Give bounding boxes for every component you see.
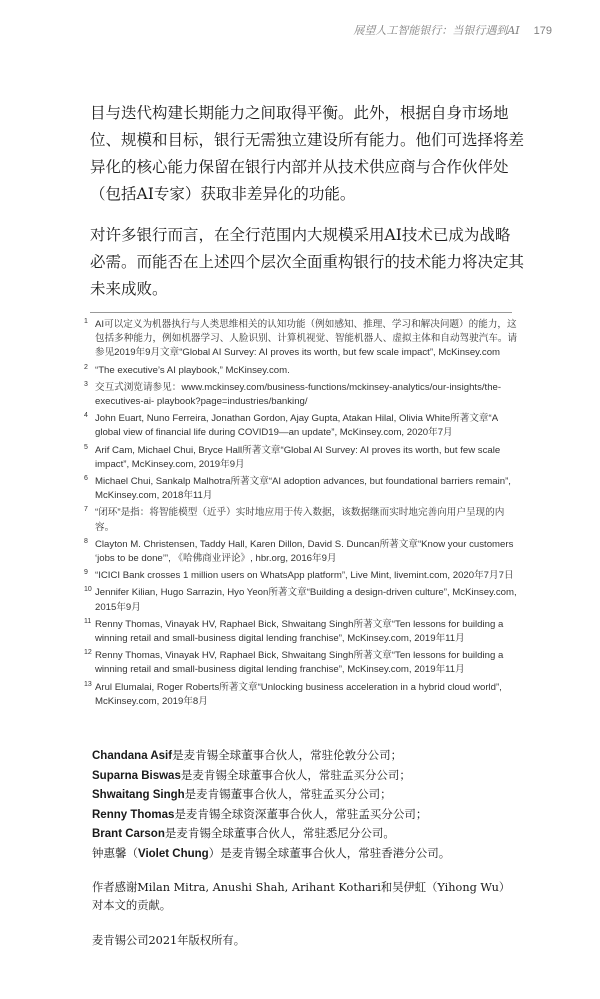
footnote [84, 475, 520, 503]
author-name: Shwaitang Singh [92, 789, 185, 801]
author-desc: 是麦肯锡董事合伙人，常驻孟买分公司； [184, 787, 392, 801]
footnote-number: 10 [84, 586, 92, 594]
footnote [84, 680, 520, 709]
footnote-number: 9 [84, 569, 88, 577]
footnote-text: Clayton M. Christensen, Taddy Hall, Karen Dillon, David S. Duncan所著文章“Know your customers ‘jobs to be done’”, 《哈佛商业评论》, hbr.org, 2016年9月 [95, 538, 514, 565]
author-entry [92, 805, 522, 825]
footnote-text: Arul Elumalai, Roger Roberts所著文章“Unlocking business acceleration in a hybrid cloud world”, McKinsey.com, 2019年8月 [95, 681, 502, 707]
footnote [84, 617, 520, 646]
footnote-number: 4 [84, 412, 88, 420]
body-text [90, 100, 524, 317]
footnote-divider [90, 312, 512, 313]
footnote-number: 13 [84, 680, 92, 688]
author-desc: 是麦肯锡全球董事合伙人，常驻伦敦分公司； [172, 748, 403, 762]
footnote [84, 443, 520, 472]
footnote-text: 交互式浏览请参见：www.mckinsey.com/business-functions/mckinsey-analytics/our-insights/the-executives-ai- playbook?page=industries/banking/ [95, 381, 502, 408]
footnotes [84, 318, 520, 712]
author-desc: 是麦肯锡全球董事合伙人，常驻悉尼分公司。 [164, 826, 395, 840]
footnote [84, 380, 520, 409]
body-paragraph: 对许多银行而言，在全行范围内大规模采用AI技术已成为战略必需。而能否在上述四个层次全面重构银行的技术能力将决定其未来成败。 [90, 226, 525, 298]
footnote [84, 412, 520, 440]
body-paragraph: 目与迭代构建长期能力之间取得平衡。此外，根据自身市场地位、规模和目标，银行无需独立建设所有能力。他们可选择将差异化的核心能力保留在银行内部并从技术供应商与合作伙伴处（包括AI专家）获取非差异化的功能。 [90, 104, 525, 203]
footnote-number: 3 [84, 380, 88, 388]
footnote-text: Michael Chui, Sankalp Malhotra所著文章“AI adoption advances, but foundational barriers remain”, McKinsey.com, 2018年11月 [95, 476, 511, 502]
author-list [92, 746, 522, 863]
footnote-number: 12 [84, 649, 92, 657]
footnote-number: 6 [84, 475, 88, 483]
author-name: Renny Thomas [92, 808, 175, 821]
footnote [84, 586, 520, 614]
author-entry [92, 844, 522, 864]
author-name: Brant Carson [92, 828, 165, 840]
page-number: 179 [533, 25, 552, 37]
author-desc: 是麦肯锡全球董事合伙人，常驻孟买分公司； [180, 767, 411, 782]
author-desc: 是麦肯锡全球资深董事合伙人，常驻孟买分公司； [174, 806, 428, 821]
footnote-number: 7 [84, 506, 88, 514]
author-entry [92, 746, 522, 766]
author-prefix: 钟惠馨（ [92, 845, 138, 860]
author-entry [92, 766, 522, 786]
footnote [84, 537, 520, 566]
footnote-text: “The executive’s AI playbook,” McKinsey.com. [95, 364, 290, 376]
footnote [84, 318, 520, 361]
copyright: 麦肯锡公司2021年版权所有。 [92, 934, 246, 947]
author-name: Chandana Asif [92, 750, 173, 762]
footnote-text: “ICICI Bank crosses 1 million users on WhatsApp platform”, Live Mint, livemint.com, 2020年7月7日 [95, 570, 514, 582]
acknowledgement: 作者感谢Milan Mitra, Anushi Shah, Arihant Kothari和吴伊虹（Yihong Wu）对本文的贡献。 [92, 881, 511, 912]
footnote-text: AI可以定义为机器执行与人类思维相关的认知功能（例如感知、推理、学习和解决问题）的能力，这包括多种能力，例如机器学习、人脸识别、计算机视觉、智能机器人、虚拟主体和自动驾驶汽车。请参见2019年9月文章“Global AI Survey: AI proves its worth, but few scale impact”, McKinsey.com [95, 319, 518, 359]
footnote-number: 8 [84, 537, 88, 545]
footnote-number: 11 [84, 617, 92, 625]
footnote-text: Jennifer Kilian, Hugo Sarrazin, Hyo Yeon所著文章“Building a design-driven culture”, McKinsey.com, 2015年9月 [95, 587, 517, 613]
footnote-number: 2 [84, 363, 88, 371]
author-desc: ）是麦肯锡全球董事合伙人，常驻香港分公司。 [208, 845, 451, 860]
author-entry [92, 785, 522, 805]
footnote [84, 363, 520, 378]
author-name: Violet Chung [138, 847, 209, 860]
footnote-number: 1 [84, 318, 88, 325]
footnote-text: Renny Thomas, Vinayak HV, Raphael Bick, Shwaitang Singh所著文章“Ten lessons for building a winning retail and small-business digital lending franchise”, McKinsey.com, 2019年11月 [95, 618, 504, 645]
footnote-text: “闭环”是指：将智能模型（近乎）实时地应用于传入数据，该数据继而实时地完善向用户呈现的内容。 [95, 507, 505, 533]
footnote-text: Renny Thomas, Vinayak HV, Raphael Bick, Shwaitang Singh所著文章“Ten lessons for building a winning retail and small-business digital lending franchise”, McKinsey.com, 2019年11月 [95, 650, 504, 676]
author-name: Suparna Biswas [92, 769, 181, 782]
footnote [84, 649, 520, 677]
footnote [84, 569, 520, 583]
footnote [84, 506, 520, 534]
footnote-text: Arif Cam, Michael Chui, Bryce Hall所著文章“Global AI Survey: AI proves its worth, but few scale impact”, McKinsey.com, 2019年9月 [95, 444, 501, 470]
footnote-number: 5 [84, 443, 88, 451]
page-header [353, 22, 552, 38]
footnote-text: John Euart, Nuno Ferreira, Jonathan Gordon, Ajay Gupta, Atakan Hilal, Olivia White所著文章“A global view of financial life during COVID19—an update”, McKinsey.com, 2020年7月 [95, 413, 498, 439]
author-entry [92, 824, 522, 844]
header-title: 展望人工智能银行：当银行遇到AI [353, 24, 520, 37]
